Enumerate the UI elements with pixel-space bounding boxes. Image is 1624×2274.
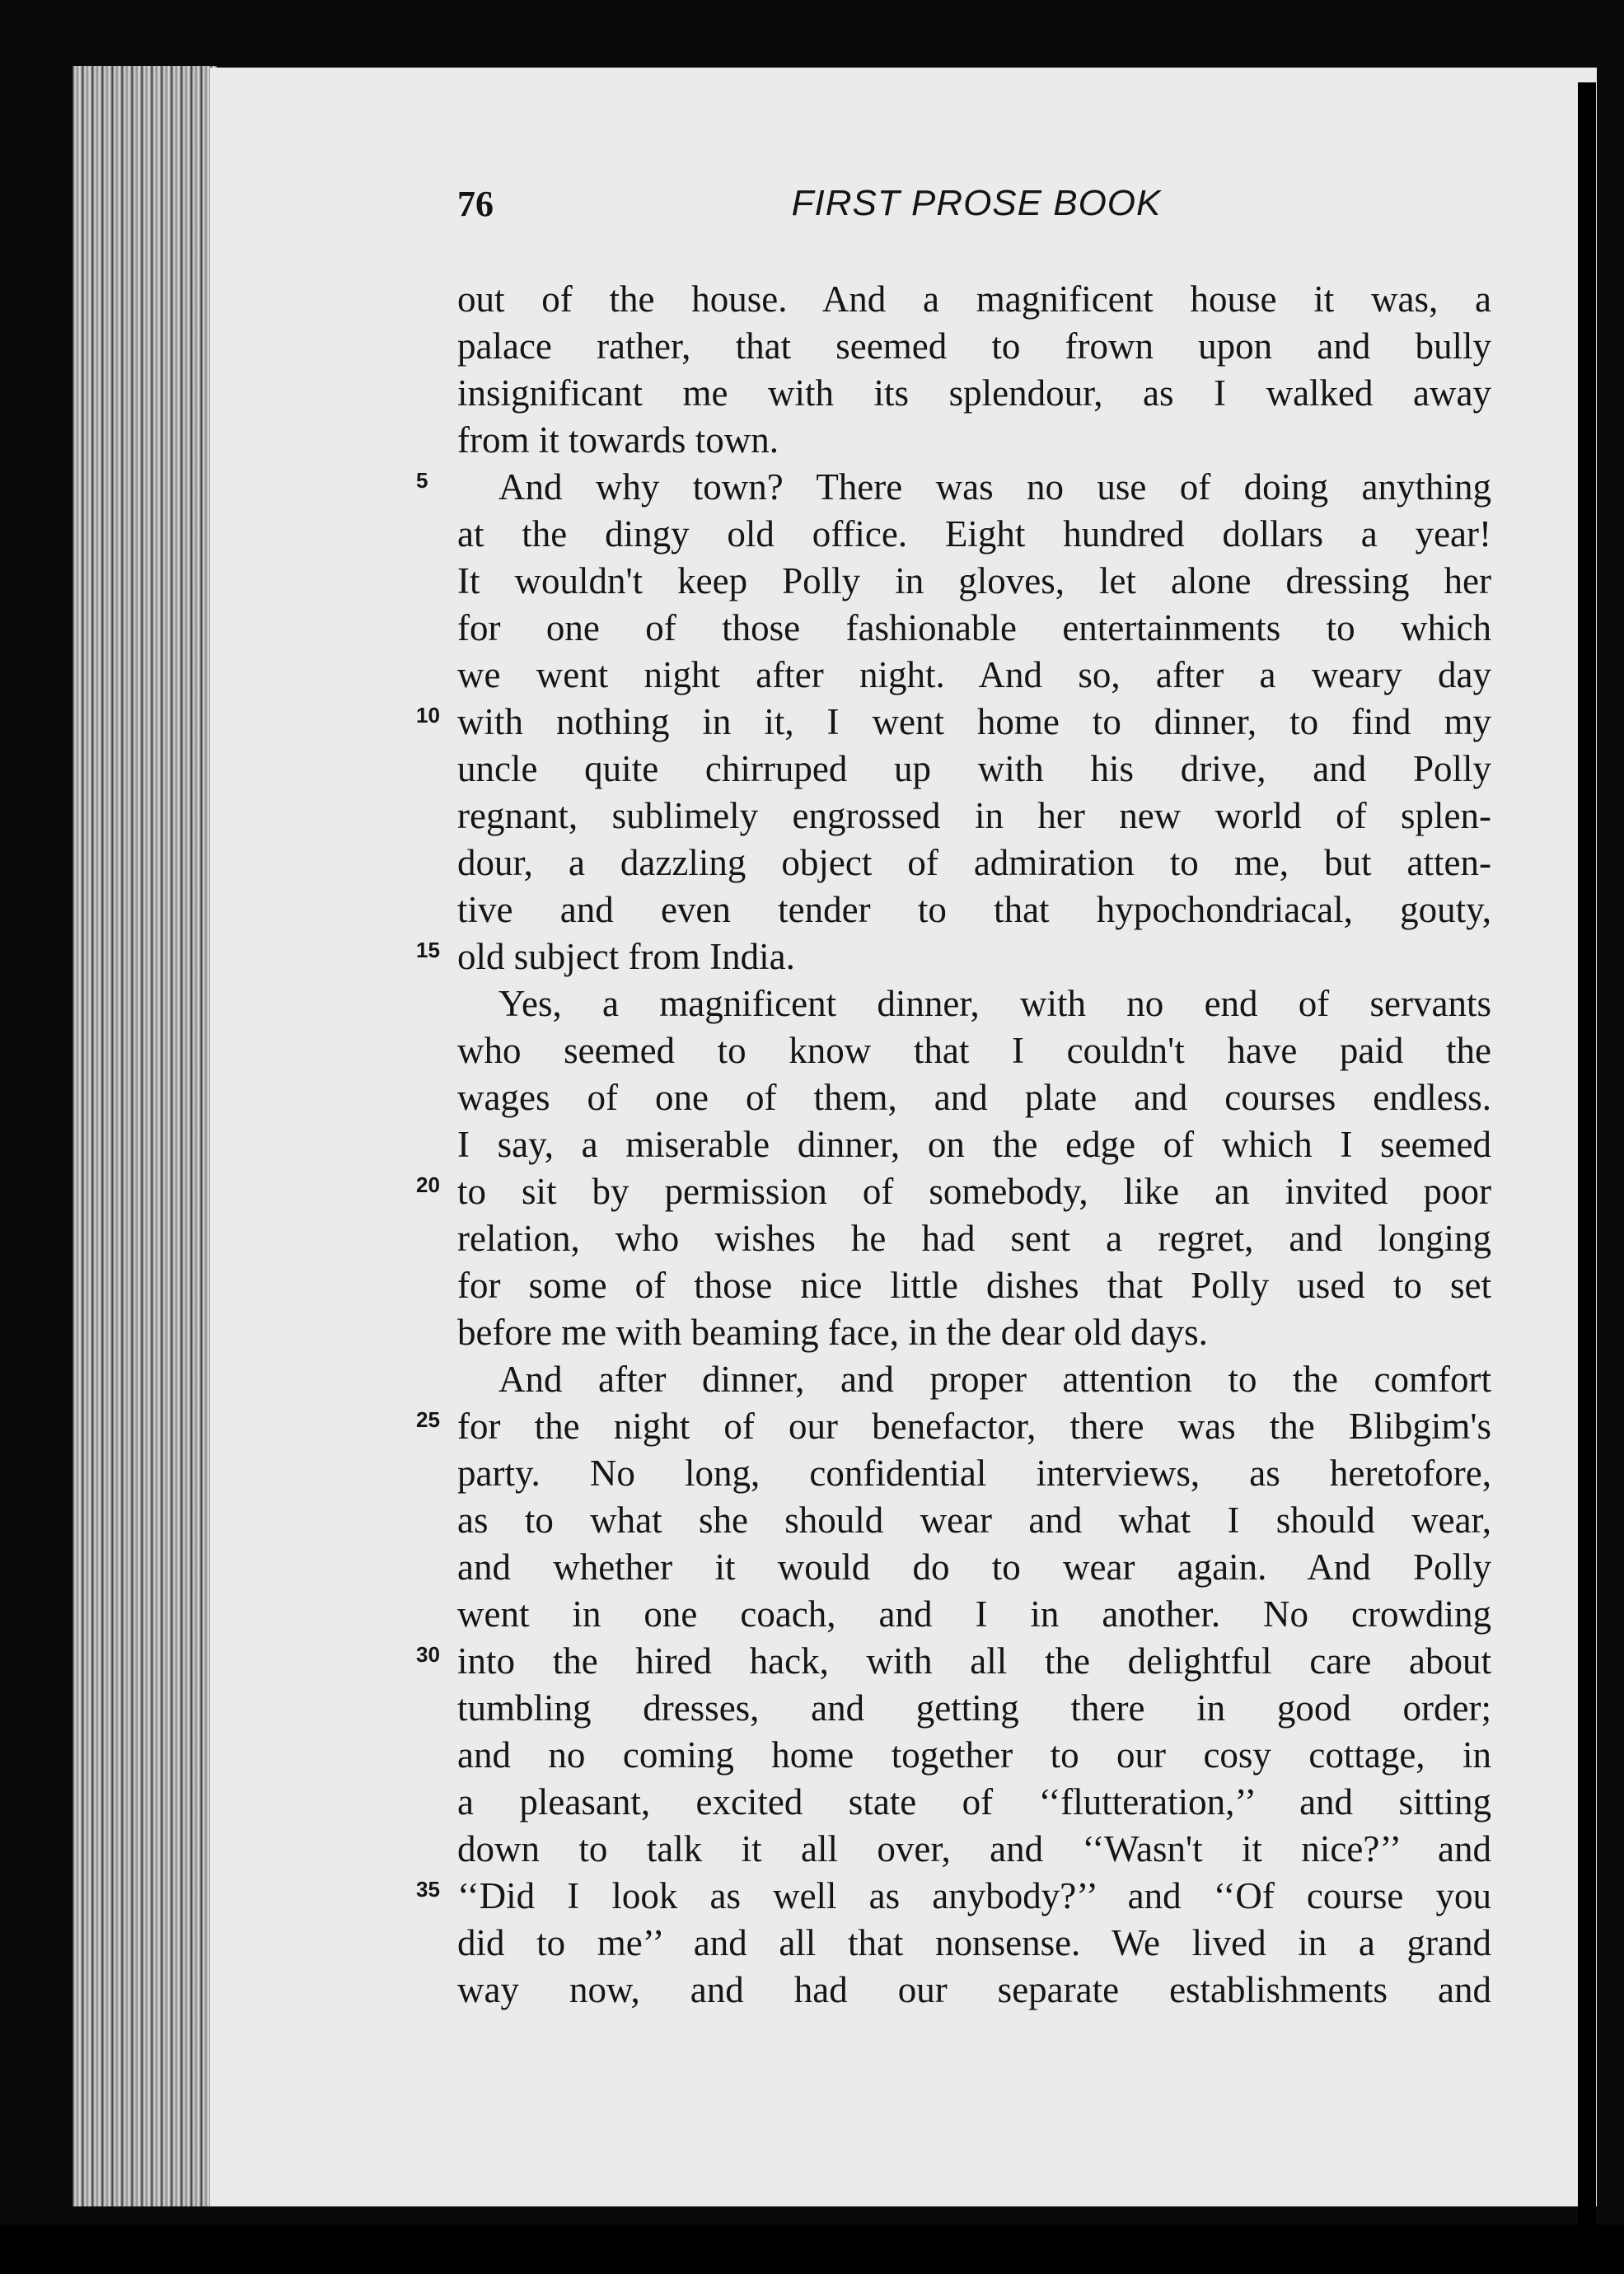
line-text: at the dingy old office. Eight hundred dollars a year! (457, 513, 1491, 554)
bottom-margin-shadow (0, 2225, 1624, 2274)
line-number: 25 (416, 1407, 440, 1432)
line-text: for one of those fashionable entertainments to which (457, 607, 1491, 648)
line-text: we went night after night. And so, after a weary day (457, 654, 1491, 695)
page-number: 76 (457, 184, 494, 224)
line-text: And why town? There was no use of doing anything (498, 466, 1491, 508)
line-text: for the night of our benefactor, there was the Blibgim's (457, 1406, 1491, 1447)
text-line (416, 699, 1491, 746)
line-number: 10 (416, 703, 440, 728)
text-line (457, 840, 1491, 887)
text-line (457, 1215, 1491, 1262)
text-line (457, 1826, 1491, 1873)
text-line (457, 1309, 1491, 1356)
line-text: palace rather, that seemed to frown upon and bully (457, 325, 1491, 367)
text-line (457, 652, 1491, 699)
page-header (457, 183, 1495, 237)
text-line (457, 1967, 1491, 2014)
right-margin-shadow (1578, 82, 1596, 2233)
line-text: did to me’’ and all that nonsense. We lived in a grand (457, 1922, 1491, 1963)
text-line (457, 1497, 1491, 1544)
line-number: 5 (416, 468, 428, 493)
line-text: and no coming home together to our cosy cottage, in (457, 1734, 1491, 1776)
text-line (457, 1027, 1491, 1074)
line-text: before me with beaming face, in the dear old days. (457, 1312, 1208, 1353)
line-text: dour, a dazzling object of admiration to me, but atten- (457, 842, 1491, 883)
line-text: as to what she should wear and what I should wear, (457, 1500, 1491, 1541)
text-line (457, 746, 1491, 793)
line-text: relation, who wishes he had sent a regret, and longing (457, 1218, 1491, 1259)
line-number: 20 (416, 1172, 440, 1197)
text-line (457, 1920, 1491, 1967)
line-number: 15 (416, 938, 440, 962)
text-line (457, 1685, 1491, 1732)
line-text: from it towards town. (457, 419, 779, 461)
book-page-edges (73, 66, 217, 2206)
line-text: and whether it would do to wear again. And Polly (457, 1546, 1491, 1588)
running-title: FIRST PROSE BOOK (791, 183, 1162, 223)
line-text: insignificant me with its splendour, as I walked away (457, 372, 1491, 414)
text-line (457, 1450, 1491, 1497)
text-line (457, 1544, 1491, 1591)
text-line (457, 1262, 1491, 1309)
text-line (457, 1779, 1491, 1826)
line-text: I say, a miserable dinner, on the edge of which I seemed (457, 1124, 1491, 1165)
text-line (416, 1638, 1491, 1685)
text-line (416, 464, 1491, 511)
text-line (457, 1074, 1491, 1121)
line-number: 30 (416, 1642, 440, 1667)
line-text: party. No long, confidential interviews, as heretofore, (457, 1453, 1491, 1494)
line-text: uncle quite chirruped up with his drive, and Polly (457, 748, 1491, 789)
line-text: old subject from India. (457, 936, 795, 977)
line-text: who seemed to know that I couldn't have paid the (457, 1030, 1491, 1071)
text-line (457, 370, 1491, 417)
line-text: with nothing in it, I went home to dinner, to find my (457, 701, 1491, 742)
text-line (457, 417, 1491, 464)
line-text: Yes, a magnificent dinner, with no end of servants (498, 983, 1491, 1024)
line-text: into the hired hack, with all the delightful care about (457, 1640, 1491, 1682)
line-text: out of the house. And a magnificent house it was, a (457, 278, 1491, 320)
text-line (416, 1403, 1491, 1450)
line-text: went in one coach, and I in another. No crowding (457, 1593, 1491, 1635)
text-line (457, 511, 1491, 558)
line-text: for some of those nice little dishes that Polly used to set (457, 1265, 1491, 1306)
line-text: way now, and had our separate establishments and (457, 1969, 1491, 2010)
line-text: It wouldn't keep Polly in gloves, let alone dressing her (457, 560, 1491, 601)
text-line (416, 933, 1491, 980)
text-line (457, 558, 1491, 605)
text-line (457, 1732, 1491, 1779)
text-line (457, 605, 1491, 652)
text-line (457, 980, 1491, 1027)
text-line (457, 793, 1491, 840)
line-text: regnant, sublimely engrossed in her new world of splen- (457, 795, 1491, 836)
line-number: 35 (416, 1877, 440, 1902)
text-line (416, 1873, 1491, 1920)
text-line (457, 1591, 1491, 1638)
text-line (457, 1356, 1491, 1403)
text-line (457, 323, 1491, 370)
line-text: wages of one of them, and plate and courses endless. (457, 1077, 1491, 1118)
line-text: down to talk it all over, and ‘‘Wasn't it nice?’’ and (457, 1828, 1491, 1869)
text-line (457, 1121, 1491, 1168)
line-text: ‘‘Did I look as well as anybody?’’ and ‘‘Of course you (457, 1875, 1491, 1916)
text-line (416, 1168, 1491, 1215)
text-line (457, 887, 1491, 933)
line-text: to sit by permission of somebody, like an invited poor (457, 1171, 1491, 1212)
line-text: tumbling dresses, and getting there in good order; (457, 1687, 1491, 1729)
text-line (457, 276, 1491, 323)
line-text: a pleasant, excited state of ‘‘flutteration,’’ and sitting (457, 1781, 1491, 1822)
line-text: And after dinner, and proper attention to the comfort (498, 1359, 1491, 1400)
body-text (416, 276, 1491, 2014)
line-text: tive and even tender to that hypochondriacal, gouty, (457, 889, 1491, 930)
